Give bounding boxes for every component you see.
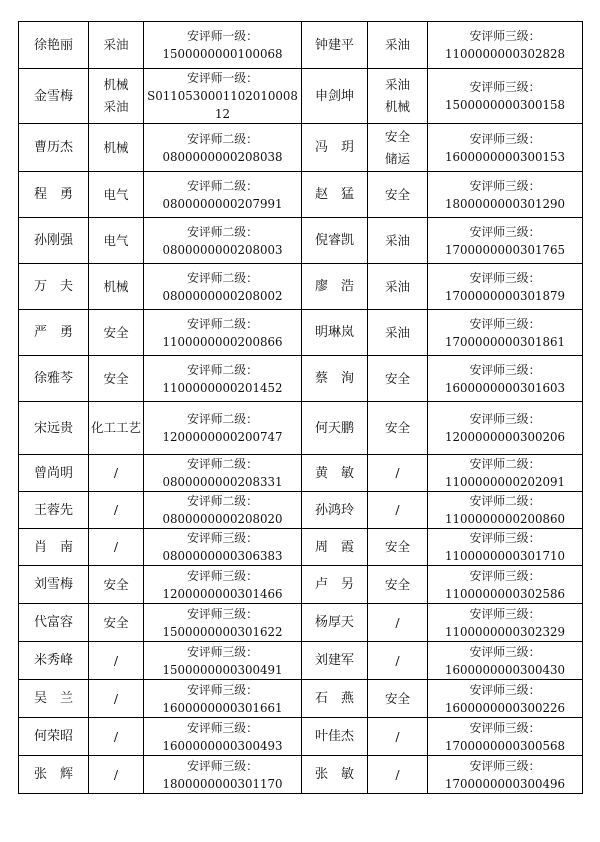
certificate-number: 1100000000200860 [444,512,566,526]
person-name-cell: 金雪梅 [19,69,89,124]
certificate-level: 安评师二级： [187,412,258,426]
person-name-cell: 徐艳丽 [19,22,89,69]
certificate-level: 安评师三级： [469,224,541,239]
certificate-number: 1600000000301661 [162,700,283,715]
table-row [19,756,583,794]
table-row [19,218,583,264]
person-name-cell: 倪睿凯 [302,218,368,264]
specialty-cell: / [89,492,144,529]
specialty-cell: 采油 [368,22,428,69]
specialty-cell: 采油 [368,264,428,310]
table-row [19,455,583,492]
specialty-cell: 电气 [89,218,144,264]
specialty-cell: 机械 [89,124,144,172]
certificate-cell [144,718,302,756]
certificate-cell [428,455,583,492]
certificate-number: 0800000000208038 [162,149,283,164]
certificate-number: 1100000000200866 [162,334,283,349]
certificate-number: 1100000000202091 [444,475,566,489]
person-name-cell: 吴 兰 [19,680,89,718]
person-name-cell: 冯 玥 [302,124,368,172]
certificate-level: 安评师三级： [469,682,541,697]
certificate-level: 安评师三级： [469,568,541,583]
specialty-cell: / [368,642,428,680]
certificate-level: 安评师一级： [187,71,258,85]
table-row [19,124,583,172]
certificate-number: 1100000000301710 [444,549,566,563]
certificate-number: 1200000000300206 [444,430,566,444]
person-name-cell: 徐雅芩 [19,356,89,402]
person-name-cell: 宋远贵 [19,402,89,455]
table-row [19,402,583,455]
certificate-number: 1700000000301879 [444,288,566,303]
certificate-cell [144,218,302,264]
certificate-level: 安评师三级： [469,644,541,659]
certificate-cell [428,604,583,642]
specialty-cell: 安全 [368,356,428,402]
certificate-number: 0800000000208002 [162,288,283,303]
certificate-cell [428,680,583,718]
certificate-cell [144,69,302,124]
person-name-cell: 孙鸿玲 [302,492,368,529]
certificate-level: 安评师二级： [187,224,258,239]
certificate-number: 1500000000300158 [444,98,566,112]
certificate-number: 1100000000302329 [444,624,566,639]
person-name-cell: 明琳岚 [302,310,368,356]
certificate-level: 安评师二级： [187,316,258,331]
table-row [19,718,583,756]
certificate-cell [144,264,302,310]
certificate-cell [428,356,583,402]
certificate-level: 安评师三级： [469,270,541,285]
specialty-cell: 安全 [89,604,144,642]
person-name-cell: 代富容 [19,604,89,642]
certificate-level: 安评师三级： [469,316,541,331]
certificate-cell [428,172,583,218]
certificate-cell [428,492,583,529]
certificate-number: 1600000000300153 [444,149,566,164]
certificate-cell [144,566,302,604]
table-row [19,492,583,529]
specialty-cell: 安全 [368,566,428,604]
table-row [19,566,583,604]
specialty-cell: 安全 [89,310,144,356]
person-name-cell: 何荣昭 [19,718,89,756]
certificate-number: 1500000000301622 [162,624,283,639]
certificate-level: 安评师三级： [469,362,541,377]
certificate-level: 安评师三级： [469,606,541,621]
specialty-cell: 采油 [368,310,428,356]
certificate-cell [428,264,583,310]
certificate-number: 1200000000200747 [162,430,283,444]
table-row [19,22,583,69]
specialty-cell: 安全 [368,680,428,718]
specialty-cell: / [368,718,428,756]
certificate-number: 1600000000300493 [162,738,283,753]
certificate-cell [144,310,302,356]
specialty-cell: 安全 [89,356,144,402]
certificate-level: 安评师三级： [187,644,258,659]
certificate-cell [144,756,302,794]
certificate-cell [144,642,302,680]
table-row [19,172,583,218]
specialty-cell: 采油 机械 [368,69,428,124]
certificate-number: 1200000000301466 [162,586,283,601]
specialty-cell: / [368,756,428,794]
person-name-cell: 卢 另 [302,566,368,604]
certificate-cell [428,402,583,455]
person-name-cell: 周 霞 [302,529,368,566]
person-name-cell: 赵 猛 [302,172,368,218]
person-name-cell: 杨厚天 [302,604,368,642]
person-name-cell: 万 夫 [19,264,89,310]
specialty-cell: / [89,680,144,718]
certificate-level: 安评师三级： [187,531,258,545]
specialty-cell: 安全 [368,402,428,455]
person-name-cell: 米秀峰 [19,642,89,680]
specialty-cell: 机械 采油 [89,69,144,124]
person-name-cell: 刘雪梅 [19,566,89,604]
certificate-cell [428,642,583,680]
specialty-cell: / [89,455,144,492]
certificate-level: 安评师三级： [187,606,258,621]
certificate-level: 安评师三级： [469,412,541,426]
certificate-level: 安评师二级： [187,457,258,471]
table-row [19,642,583,680]
certificate-number: 1700000000300496 [444,776,566,791]
certificate-cell [144,402,302,455]
certificate-level: 安评师二级： [187,494,258,508]
certificate-number: 1600000000300226 [444,700,566,715]
certificate-number: 0800000000207991 [162,196,283,211]
table-row [19,69,583,124]
certificate-number: 1800000000301170 [162,776,283,791]
certificate-number: 0800000000208020 [162,512,283,526]
certificate-cell [428,218,583,264]
certificate-level: 安评师三级： [187,720,258,735]
certificate-number: 1800000000301290 [444,196,566,211]
person-name-cell: 肖 南 [19,529,89,566]
certificate-cell [144,492,302,529]
person-name-cell: 何天鹏 [302,402,368,455]
person-name-cell: 叶佳杰 [302,718,368,756]
specialty-cell: / [368,604,428,642]
certificate-level: 安评师三级： [469,29,541,43]
assessor-roster-table [18,21,583,794]
specialty-cell: 电气 [89,172,144,218]
certificate-level: 安评师三级： [469,80,541,94]
certificate-cell [144,124,302,172]
specialty-cell: / [89,642,144,680]
person-name-cell: 孙刚强 [19,218,89,264]
table-row [19,529,583,566]
table-row [19,310,583,356]
certificate-level: 安评师三级： [469,720,541,735]
table-row [19,604,583,642]
specialty-cell: / [89,529,144,566]
certificate-level: 安评师三级： [469,758,541,773]
certificate-number: 0800000000306383 [162,549,283,563]
person-name-cell: 曹历杰 [19,124,89,172]
specialty-cell: 安全 [89,566,144,604]
certificate-number: 1100000000302828 [444,47,566,61]
certificate-level: 安评师一级： [187,29,258,43]
certificate-number: 1100000000201452 [162,380,283,395]
certificate-cell [428,124,583,172]
person-name-cell: 廖 浩 [302,264,368,310]
certificate-number: 1500000000100068 [162,47,283,61]
specialty-cell: / [89,756,144,794]
person-name-cell: 钟建平 [302,22,368,69]
roster-body [19,22,583,794]
certificate-level: 安评师二级： [469,457,541,471]
person-name-cell: 蔡 洵 [302,356,368,402]
certificate-number: 1500000000300491 [162,662,283,677]
certificate-number: 1700000000301765 [444,242,566,257]
certificate-number: S011053000110201000812 [147,89,298,121]
certificate-level: 安评师二级： [469,494,541,508]
person-name-cell: 申剑坤 [302,69,368,124]
certificate-level: 安评师三级： [187,682,258,697]
certificate-level: 安评师三级： [469,531,541,545]
certificate-number: 0800000000208003 [162,242,283,257]
certificate-cell [428,566,583,604]
certificate-level: 安评师三级： [469,131,541,146]
table-row [19,680,583,718]
certificate-level: 安评师二级： [187,270,258,285]
certificate-level: 安评师三级： [187,568,258,583]
certificate-number: 1600000000301603 [444,380,566,395]
specialty-cell: 安全 储运 [368,124,428,172]
certificate-cell [144,680,302,718]
specialty-cell: / [368,492,428,529]
certificate-number: 1700000000300568 [444,738,566,753]
person-name-cell: 黄 敏 [302,455,368,492]
certificate-cell [144,356,302,402]
certificate-number: 0800000000208331 [162,475,283,489]
person-name-cell: 刘建军 [302,642,368,680]
certificate-cell [144,604,302,642]
person-name-cell: 曾尚明 [19,455,89,492]
certificate-cell [144,529,302,566]
specialty-cell: 采油 [368,218,428,264]
certificate-level: 安评师三级： [469,178,541,193]
certificate-level: 安评师二级： [187,131,258,146]
certificate-cell [428,718,583,756]
specialty-cell: 安全 [368,172,428,218]
table-row [19,264,583,310]
certificate-level: 安评师二级： [187,362,258,377]
specialty-cell: / [368,455,428,492]
certificate-level: 安评师三级： [187,758,258,773]
certificate-level: 安评师二级： [187,178,258,193]
specialty-cell: 采油 [89,22,144,69]
certificate-number: 1100000000302586 [444,586,566,601]
specialty-cell: 安全 [368,529,428,566]
certificate-cell [144,22,302,69]
certificate-number: 1700000000301861 [444,334,566,349]
specialty-cell: 化工工艺 [89,402,144,455]
person-name-cell: 张 辉 [19,756,89,794]
person-name-cell: 王蓉先 [19,492,89,529]
person-name-cell: 张 敏 [302,756,368,794]
certificate-cell [428,529,583,566]
person-name-cell: 程 勇 [19,172,89,218]
specialty-cell: 机械 [89,264,144,310]
certificate-cell [144,172,302,218]
certificate-cell [428,310,583,356]
certificate-cell [144,455,302,492]
person-name-cell: 石 燕 [302,680,368,718]
certificate-cell [428,69,583,124]
certificate-number: 1600000000300430 [444,662,566,677]
certificate-cell [428,756,583,794]
table-row [19,356,583,402]
specialty-cell: / [89,718,144,756]
certificate-cell [428,22,583,69]
person-name-cell: 严 勇 [19,310,89,356]
